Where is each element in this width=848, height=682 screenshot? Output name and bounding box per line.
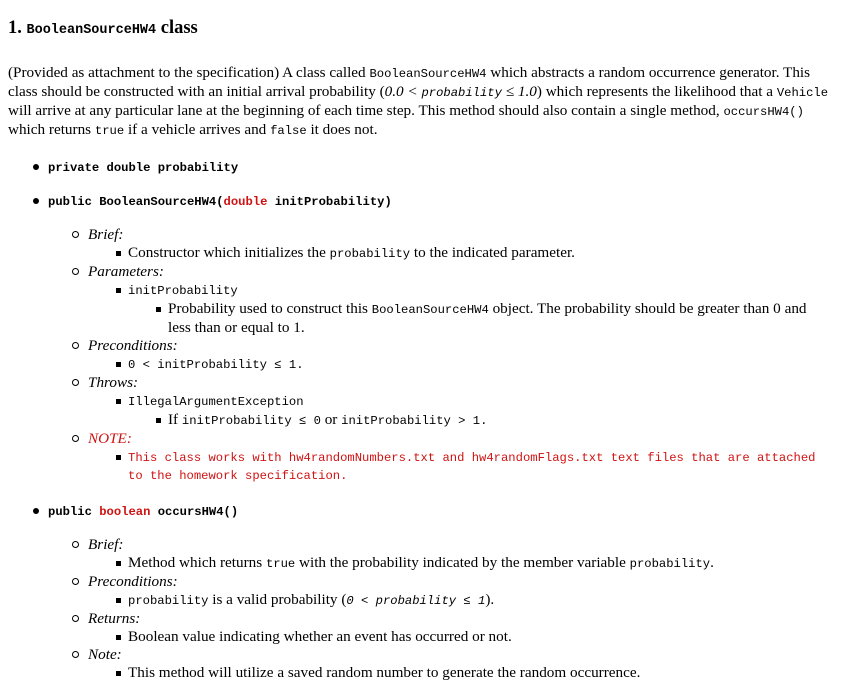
section-heading — [8, 16, 832, 43]
param-code: BooleanSourceHW4 — [371, 303, 489, 317]
constructor-sig-text: initProbability) — [267, 195, 392, 209]
constructor-brief — [48, 226, 832, 263]
intro-text: if a vehicle arrives and — [124, 121, 271, 138]
precondition-code: probability — [128, 594, 209, 608]
note-item — [88, 448, 832, 484]
field-signature: private double probability — [48, 161, 239, 175]
intro-text: will arrive at any particular lane at the beginning of each time step. This method should also contain a single method, — [8, 102, 724, 119]
exception-name: IllegalArgumentException — [128, 395, 304, 409]
parameter-desc-list — [128, 300, 832, 337]
field-item — [8, 158, 832, 177]
preconditions-label: Preconditions: — [88, 573, 178, 590]
method-sig-text: public — [48, 505, 100, 519]
throws-code: initProbability > 1. — [341, 414, 488, 428]
throws-list — [88, 392, 832, 430]
throws-text: or — [320, 411, 342, 428]
method-signature — [48, 502, 832, 521]
note-text: This class works with hw4randomNumbers.txt and hw4randomFlags.txt text files that are attached to the homework specification. — [128, 451, 816, 483]
note-list — [88, 448, 832, 484]
method-note — [48, 646, 832, 682]
brief-item — [88, 244, 832, 263]
intro-code: occursHW4() — [723, 105, 804, 119]
param-text: Probability used to construct this — [168, 300, 372, 317]
brief-code: probability — [329, 247, 411, 261]
brief-text: . — [710, 554, 714, 571]
constructor-throws — [48, 374, 832, 430]
note-label: Note: — [88, 646, 122, 663]
intro-code: BooleanSourceHW4 — [369, 67, 487, 81]
preconditions-list — [88, 355, 832, 374]
method-brief — [48, 536, 832, 573]
throws-item — [88, 392, 832, 430]
param-text: object. The probability should be greater than 0 and less than or equal to 1. — [168, 300, 807, 336]
constructor-note — [48, 430, 832, 484]
brief-code: probability — [629, 557, 711, 571]
constructor-sig-type: double — [223, 195, 268, 209]
precondition-text: is a valid probability ( — [208, 591, 347, 608]
brief-text: with the probability indicated by the member variable — [295, 554, 630, 571]
heading-number: 1. — [8, 18, 22, 38]
constructor-details — [48, 226, 832, 484]
intro-text: ) which represents the likelihood that a — [536, 83, 777, 100]
intro-code: true — [94, 124, 125, 138]
method-item — [8, 502, 832, 682]
intro-code: probability — [421, 86, 502, 100]
brief-list — [88, 554, 832, 573]
method-returns — [48, 610, 832, 646]
intro-paragraph — [8, 64, 832, 140]
intro-text: which abstracts a random occurrence generator. This class should be constructed with an initial arrival probability ( — [8, 64, 811, 100]
parameters-label: Parameters: — [88, 263, 164, 280]
intro-math: 0.0 < — [384, 83, 422, 100]
method-sig-type: boolean — [99, 505, 151, 519]
preconditions-list — [88, 591, 832, 610]
brief-text: Constructor which initializes the — [128, 244, 330, 261]
method-sig-text: occursHW4() — [150, 505, 239, 519]
note-item: This method will utilize a saved random number to generate the random occurrence. — [88, 664, 832, 682]
brief-text: Method which returns — [128, 554, 266, 571]
parameters-list — [88, 281, 832, 337]
note-label: NOTE: — [88, 430, 132, 447]
intro-math: ≤ 1.0 — [501, 83, 537, 100]
method-preconditions — [48, 573, 832, 610]
constructor-parameters — [48, 263, 832, 337]
constructor-preconditions — [48, 337, 832, 374]
heading-suffix: class — [160, 18, 198, 38]
throws-label: Throws: — [88, 374, 139, 391]
heading-class-name: BooleanSourceHW4 — [26, 23, 157, 38]
precondition-text: ). — [485, 591, 495, 608]
parameter-item — [88, 281, 832, 337]
throws-desc-list — [128, 411, 832, 430]
precondition-item — [88, 355, 832, 374]
method-details — [48, 536, 832, 682]
intro-text: (Provided as attachment to the specification) A class called — [8, 64, 370, 81]
precondition-code: 0 < initProbability ≤ 1. — [128, 358, 304, 372]
brief-text: to the indicated parameter. — [410, 244, 575, 261]
constructor-sig-text: public BooleanSourceHW4( — [48, 195, 224, 209]
parameter-name: initProbability — [128, 284, 238, 298]
returns-label: Returns: — [88, 610, 141, 627]
constructor-item — [8, 192, 832, 484]
returns-item: Boolean value indicating whether an event has occurred or not. — [88, 628, 832, 646]
brief-label: Brief: — [88, 226, 124, 243]
throws-text: If — [168, 411, 182, 428]
returns-list — [88, 628, 832, 646]
intro-code: false — [270, 124, 307, 138]
preconditions-label: Preconditions: — [88, 337, 178, 354]
intro-text: it does not. — [306, 121, 378, 138]
member-list — [8, 158, 832, 682]
precondition-code: 0 < probability ≤ 1 — [346, 594, 486, 608]
throws-code: initProbability ≤ 0 — [181, 414, 321, 428]
brief-item — [88, 554, 832, 573]
parameter-description — [128, 300, 832, 337]
intro-text: which returns — [8, 121, 95, 138]
precondition-item — [88, 591, 832, 610]
note-list — [88, 664, 832, 682]
throws-description — [128, 411, 832, 430]
brief-list — [88, 244, 832, 263]
intro-code: Vehicle — [776, 86, 829, 100]
brief-code: true — [265, 557, 296, 571]
constructor-signature — [48, 192, 832, 211]
brief-label: Brief: — [88, 536, 124, 553]
